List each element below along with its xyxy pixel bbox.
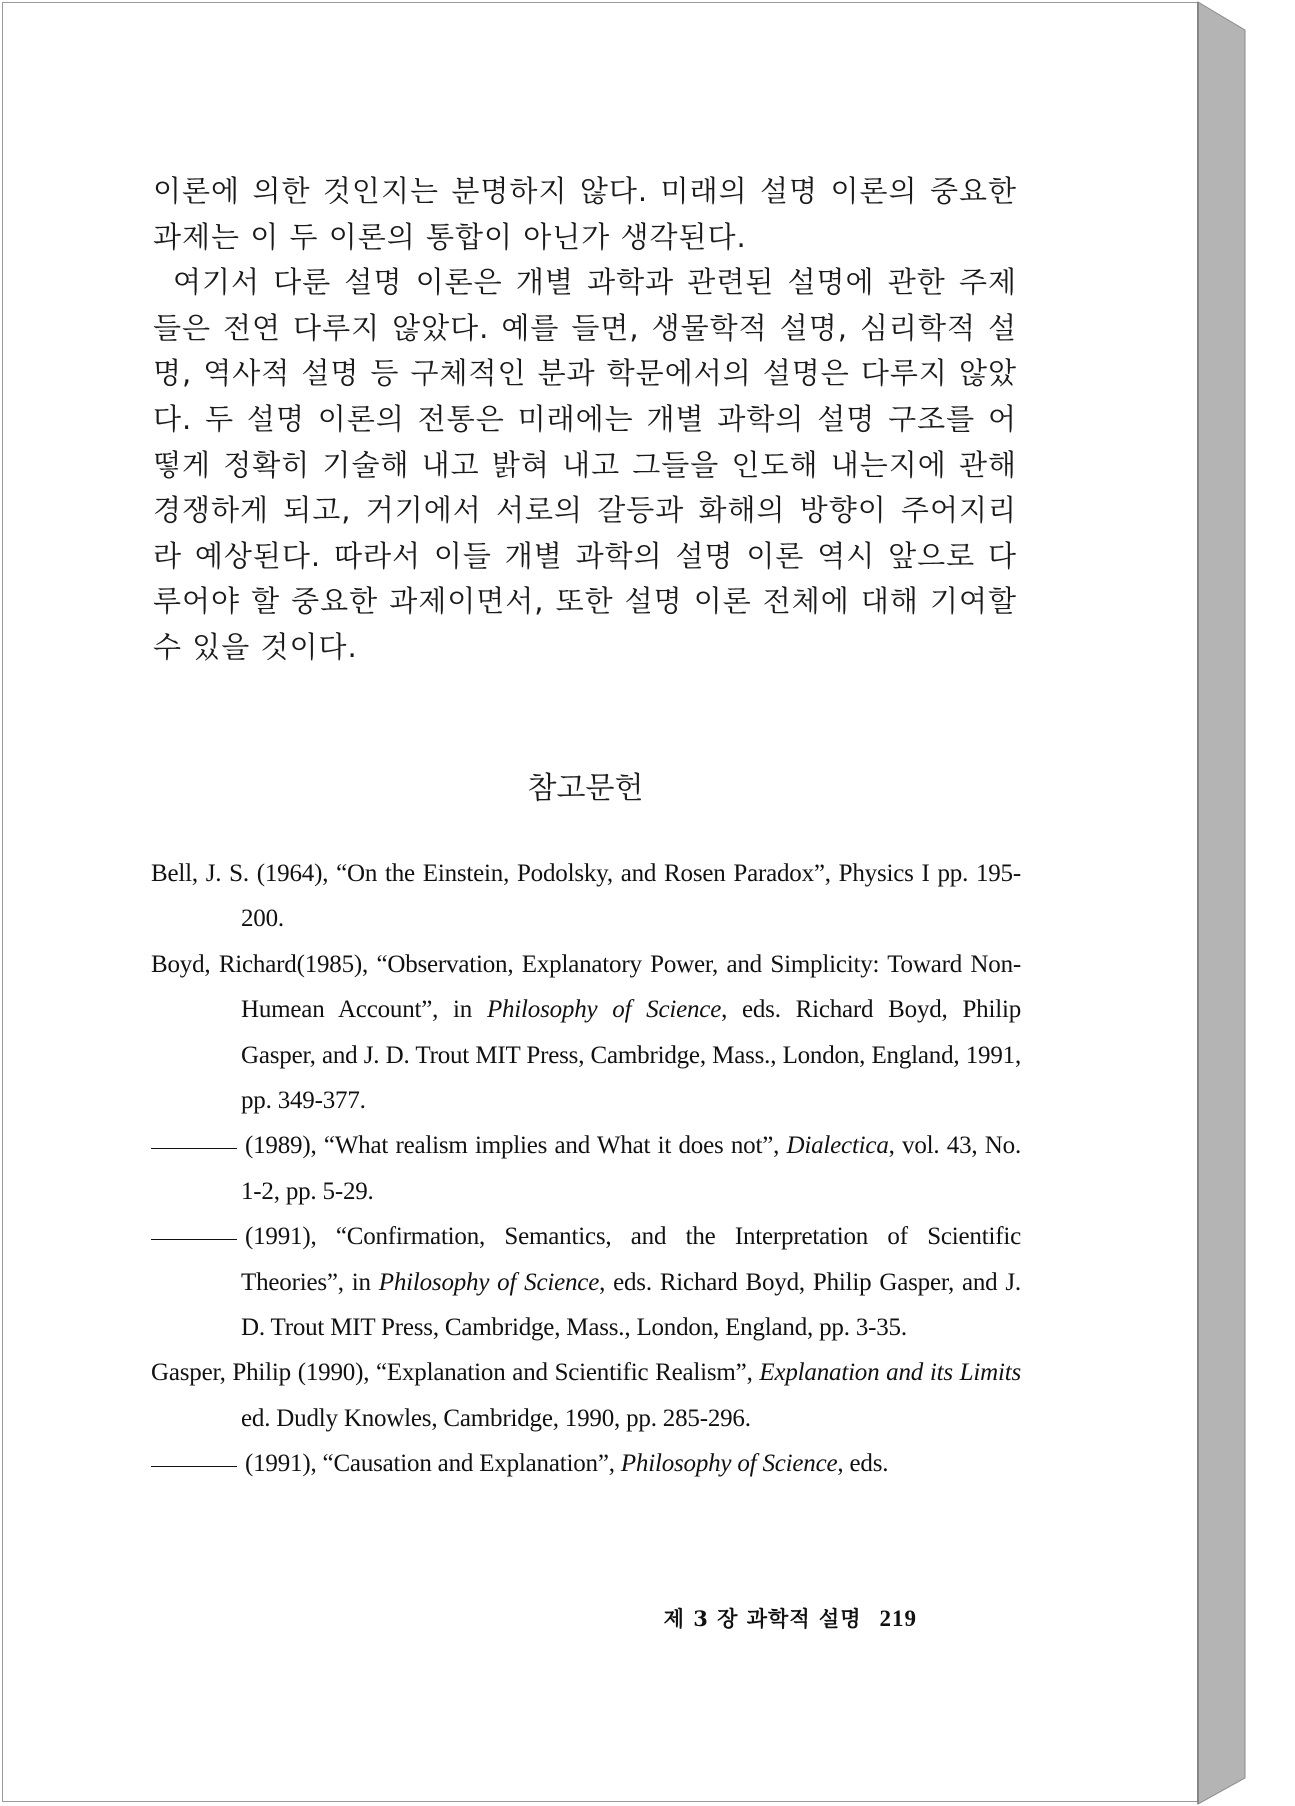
reference-item: (1991), “Confirmation, Semantics, and the Interpretation of Scientific Theories”, in Philosophy of Science, eds. Richard Boyd, Philip Gasper, and J. D. Trout MIT Press, Cambridge, Mass., London, England, pp. 3-35. [151, 1214, 1021, 1350]
reference-item: (1989), “What realism implies and What it does not”, Dialectica, vol. 43, No. 1-2, pp. 5-29. [151, 1123, 1021, 1214]
page-number: 219 [879, 1606, 917, 1631]
reference-item: Bell, J. S. (1964), “On the Einstein, Podolsky, and Rosen Paradox”, Physics I pp. 195-200. [151, 860, 1021, 933]
reference-author: Gasper, Philip [151, 1359, 291, 1387]
book-spine-face [1198, 2, 1245, 1804]
reference-item: Gasper, Philip (1990), “Explanation and Scientific Realism”, Explanation and its Limits ed. Dudly Knowles, Cambridge, 1990, pp. 285-296. [151, 1359, 1021, 1432]
reference-item: Boyd, Richard(1985), “Observation, Explanatory Power, and Simplicity: Toward Non-Humean Account”, in Philosophy of Science, eds. Richard Boyd, Philip Gasper, and J. D. Trout MIT Press, Cambridge, Mass., London, England, 1991, pp. 349-377. [151, 950, 1021, 1115]
body-paragraph: 이론에 의한 것인지는 분명하지 않다. 미래의 설명 이론의 중요한 과제는 이 두 이론의 통합이 아닌가 생각된다. [153, 174, 1017, 254]
reference-author: Bell, J. S. [151, 860, 249, 887]
reference-item: (1991), “Causation and Explanation”, Philosophy of Science, eds. [151, 1441, 1021, 1486]
reference-author: Boyd, Richard [151, 950, 297, 978]
body-paragraph: 여기서 다룬 설명 이론은 개별 과학과 관련된 설명에 관한 주제들은 전연 다루지 않았다. 예를 들면, 생물학적 설명, 심리학적 설명, 역사적 설명 등 구체적인 분과 학문에서의 설명은 다루지 않았다. 두 설명 이론의 전통은 미래에는 개별 과학의 설명 구조를 어떻게 정확히 기술해 내고 밝혀 내고 그들을 인도해 내는지에 관해 경쟁하게 되고, 거기에서 서로의 갈등과 화해의 방향이 주어지리라 예상된다. 따라서 이들 개별 과학의 설명 이론 역시 앞으로 다루어야 할 중요한 과제이면서, 또한 설명 이론 전체에 대해 기여할 수 있을 것이다. [153, 265, 1017, 664]
chapter-title: 제 3 장 과학적 설명 [663, 1606, 862, 1631]
references-heading: 참고문헌 [527, 771, 644, 806]
